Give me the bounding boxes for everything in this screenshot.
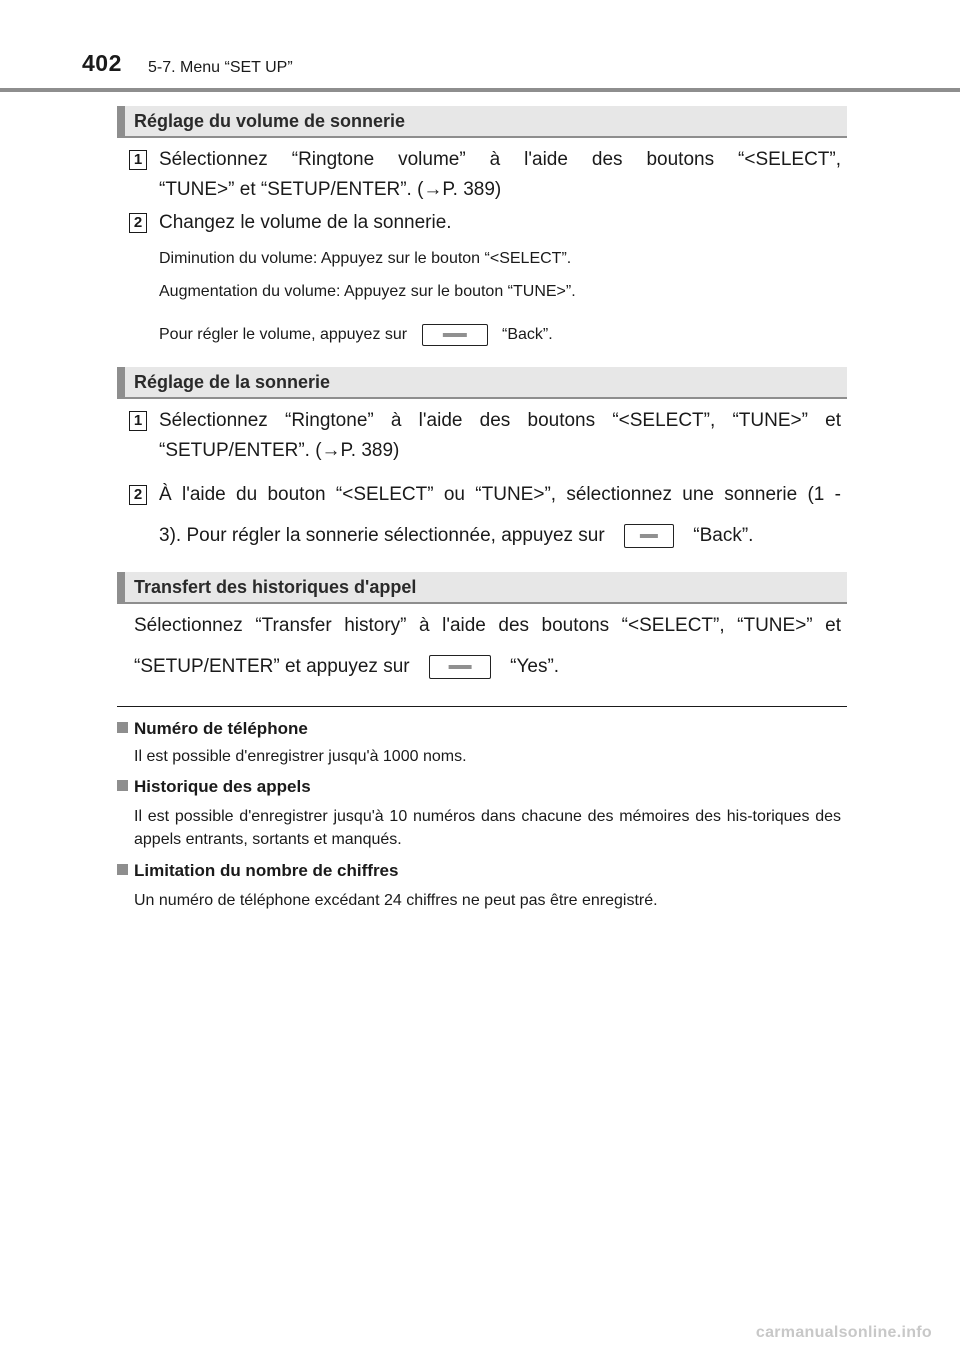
note-body: Il est possible d'enregistrer jusqu'à 1000 noms. <box>134 748 467 765</box>
watermark: carmanualsonline.info <box>755 1324 932 1341</box>
note-title-text: Limitation du nombre de chiffres <box>134 861 399 880</box>
note-body: Un numéro de téléphone excédant 24 chiffres ne peut pas être enregistré. <box>134 892 658 909</box>
note-title-text: Numéro de téléphone <box>134 719 308 738</box>
paragraph-text-prefix: “SETUP/ENTER” et appuyez sur <box>134 656 410 678</box>
step-text: Sélectionnez “Ringtone volume” à l'aide des boutons “<SELECT”, <box>159 149 841 170</box>
note-title-digit-limit <box>117 861 398 881</box>
note-title-phone-number <box>117 719 308 739</box>
step-text: Sélectionnez “Ringtone” à l'aide des boutons “<SELECT”, “TUNE>” et <box>159 410 841 431</box>
note-body: Il est possible d'enregistrer jusqu'à 10 numéros dans chacune des mémoires des his-toriques des appels entrants, sortants et manqués. <box>134 808 841 848</box>
step-text-prefix: 3). Pour régler la sonnerie sélectionnée, appuyez sur <box>159 525 605 547</box>
paragraph-text <box>134 655 841 679</box>
header-rule <box>0 88 960 92</box>
step-text: Changez le volume de la sonnerie. <box>159 212 452 233</box>
instruction-text: Augmentation du volume: Appuyez sur le bouton “TUNE>”. <box>159 283 576 300</box>
flat-button-icon <box>422 324 488 346</box>
flat-button-icon <box>429 655 491 679</box>
flat-button-icon <box>624 524 674 548</box>
square-bullet-icon <box>117 722 128 733</box>
paragraph-text: Sélectionnez “Transfer history” à l'aide des boutons “<SELECT”, “TUNE>” et <box>134 615 841 636</box>
step-number-badge: 1 <box>129 411 147 431</box>
step-number-badge: 2 <box>129 213 147 233</box>
note-title-call-history <box>117 777 311 797</box>
step-text: “TUNE>” et “SETUP/ENTER”. (→P. 389) <box>159 179 502 200</box>
instruction-text <box>159 324 553 346</box>
step-number-badge: 2 <box>129 485 147 505</box>
step-text-suffix: “Back”. <box>693 525 754 547</box>
instruction-text: Diminution du volume: Appuyez sur le bouton “<SELECT”. <box>159 250 572 267</box>
step-text <box>159 524 841 548</box>
square-bullet-icon <box>117 864 128 875</box>
section-heading-transfer-history: Transfert des historiques d'appel <box>117 572 847 604</box>
square-bullet-icon <box>117 780 128 791</box>
instruction-text-suffix: “Back”. <box>502 326 553 344</box>
notes-divider <box>117 706 847 707</box>
page-number: 402 <box>82 50 122 76</box>
note-title-text: Historique des appels <box>134 777 311 796</box>
step-text: “SETUP/ENTER”. (→P. 389) <box>159 440 400 461</box>
step-text: À l'aide du bouton “<SELECT” ou “TUNE>”, sélectionnez une sonnerie (1 - <box>159 484 841 505</box>
step-number-badge: 1 <box>129 150 147 170</box>
section-heading-ringtone: Réglage de la sonnerie <box>117 367 847 399</box>
page-section-title: 5-7. Menu “SET UP” <box>148 59 293 76</box>
paragraph-text-suffix: “Yes”. <box>510 656 560 678</box>
section-heading-ringtone-volume: Réglage du volume de sonnerie <box>117 106 847 138</box>
instruction-text-prefix: Pour régler le volume, appuyez sur <box>159 326 408 344</box>
